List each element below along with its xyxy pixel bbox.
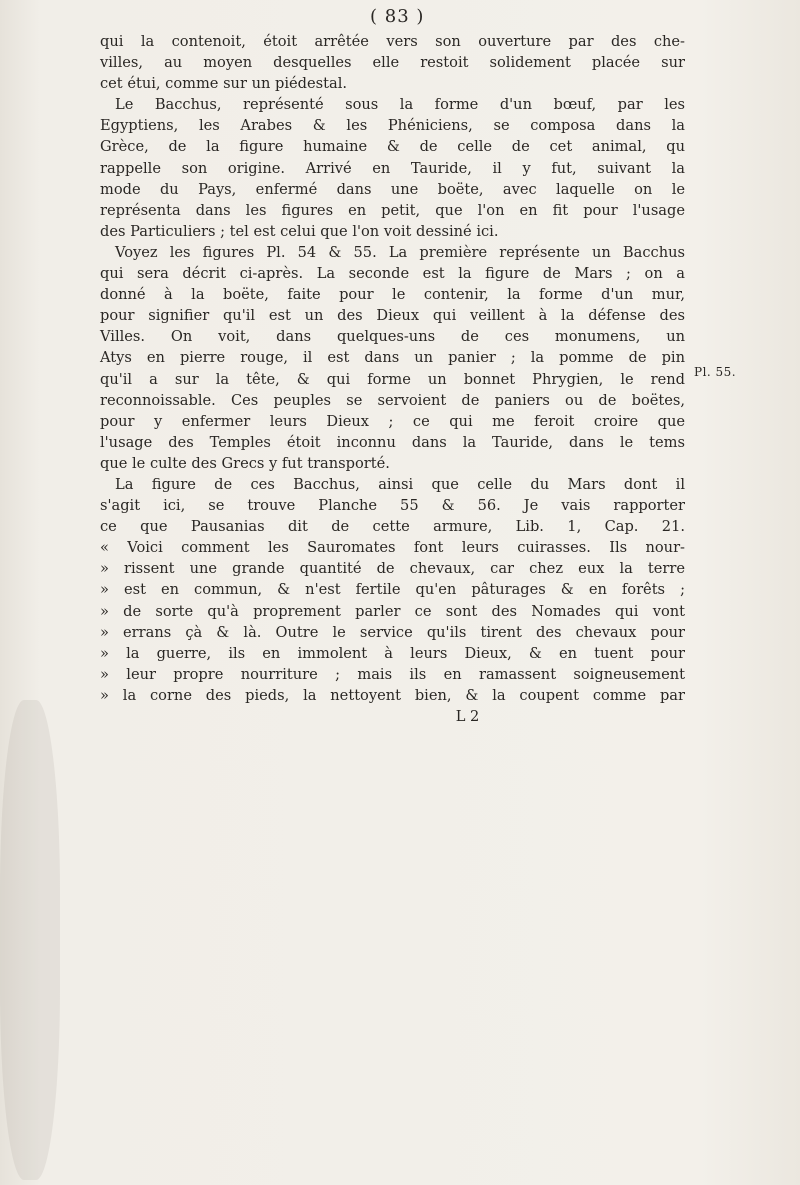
text-line: » errans çà & là. Outre le service qu'ils tirent des chevaux pour: [100, 623, 685, 641]
text-line: ce que Pausanias dit de cette armure, Lib. 1, Cap. 21.: [100, 518, 685, 536]
text-line: Atys en pierre rouge, il est dans un panier ; la pomme de pin: [100, 349, 685, 367]
catchword: L 2: [455, 708, 480, 725]
text-line: que le culte des Grecs y fut transporté.: [100, 454, 390, 472]
text-line: » la corne des pieds, la nettoyent bien, & la coupent comme par: [100, 686, 685, 704]
text-line: qu'il a sur la tête, & qui forme un bonnet Phrygien, le rend: [100, 370, 685, 388]
text-line: La figure de ces Bacchus, ainsi que celle du Mars dont il: [115, 475, 685, 493]
text-line: mode du Pays, enfermé dans une boëte, avec laquelle on le: [100, 180, 685, 198]
text-line: « Voici comment les Sauromates font leurs cuirasses. Ils nour-: [100, 539, 685, 557]
text-line: villes, au moyen desquelles elle restoit solidement placée sur: [100, 54, 685, 72]
text-line: » rissent une grande quantité de chevaux, car chez eux la terre: [100, 560, 685, 578]
text-line: cet étui, comme sur un piédestal.: [100, 75, 347, 93]
text-line: pour signifier qu'il est un des Dieux qui veillent à la défense des: [100, 307, 685, 325]
margin-plate-note: Pl. 55.: [694, 365, 737, 379]
text-line: Le Bacchus, représenté sous la forme d'un bœuf, par les: [115, 96, 685, 114]
text-line: » est en commun, & n'est fertile qu'en pâturages & en forêts ;: [100, 581, 685, 599]
text-line: Grèce, de la figure humaine & de celle de cet animal, qu: [100, 138, 685, 156]
text-line: » leur propre nourriture ; mais ils en ramassent soigneusement: [100, 665, 685, 683]
text-line: Voyez les figures Pl. 54 & 55. La première représente un Bacchus: [115, 243, 685, 261]
text-line: donné à la boëte, faite pour le contenir, la forme d'un mur,: [100, 286, 685, 304]
text-line: s'agit ici, se trouve Planche 55 & 56. Je vais rapporter: [100, 497, 685, 515]
text-line: » la guerre, ils en immolent à leurs Dieux, & en tuent pour: [100, 644, 685, 662]
text-line: Villes. On voit, dans quelques-uns de ces monumens, un: [100, 328, 685, 346]
text-line: rappelle son origine. Arrivé en Tauride, il y fut, suivant la: [100, 159, 685, 177]
text-line: représenta dans les figures en petit, que l'on en fit pour l'usage: [100, 201, 685, 219]
text-line: » de sorte qu'à proprement parler ce sont des Nomades qui vont: [100, 602, 685, 620]
text-line: qui sera décrit ci-après. La seconde est la figure de Mars ; on a: [100, 265, 685, 283]
text-line: des Particuliers ; tel est celui que l'on voit dessiné ici.: [100, 222, 499, 240]
text-line: qui la contenoit, étoit arrêtée vers son ouverture par des che-: [100, 33, 685, 50]
body-text: [100, 31, 685, 727]
text-line: reconnoissable. Ces peuples se servoient de paniers ou de boëtes,: [100, 391, 685, 409]
text-line: pour y enfermer leurs Dieux ; ce qui me feroit croire que: [100, 412, 685, 430]
text-line: Egyptiens, les Arabes & les Phéniciens, se composa dans la: [100, 117, 685, 135]
page-number: ( 83 ): [370, 6, 425, 27]
paper-stain: [0, 700, 60, 1180]
text-line: l'usage des Temples étoit inconnu dans la Tauride, dans le tems: [100, 433, 685, 451]
